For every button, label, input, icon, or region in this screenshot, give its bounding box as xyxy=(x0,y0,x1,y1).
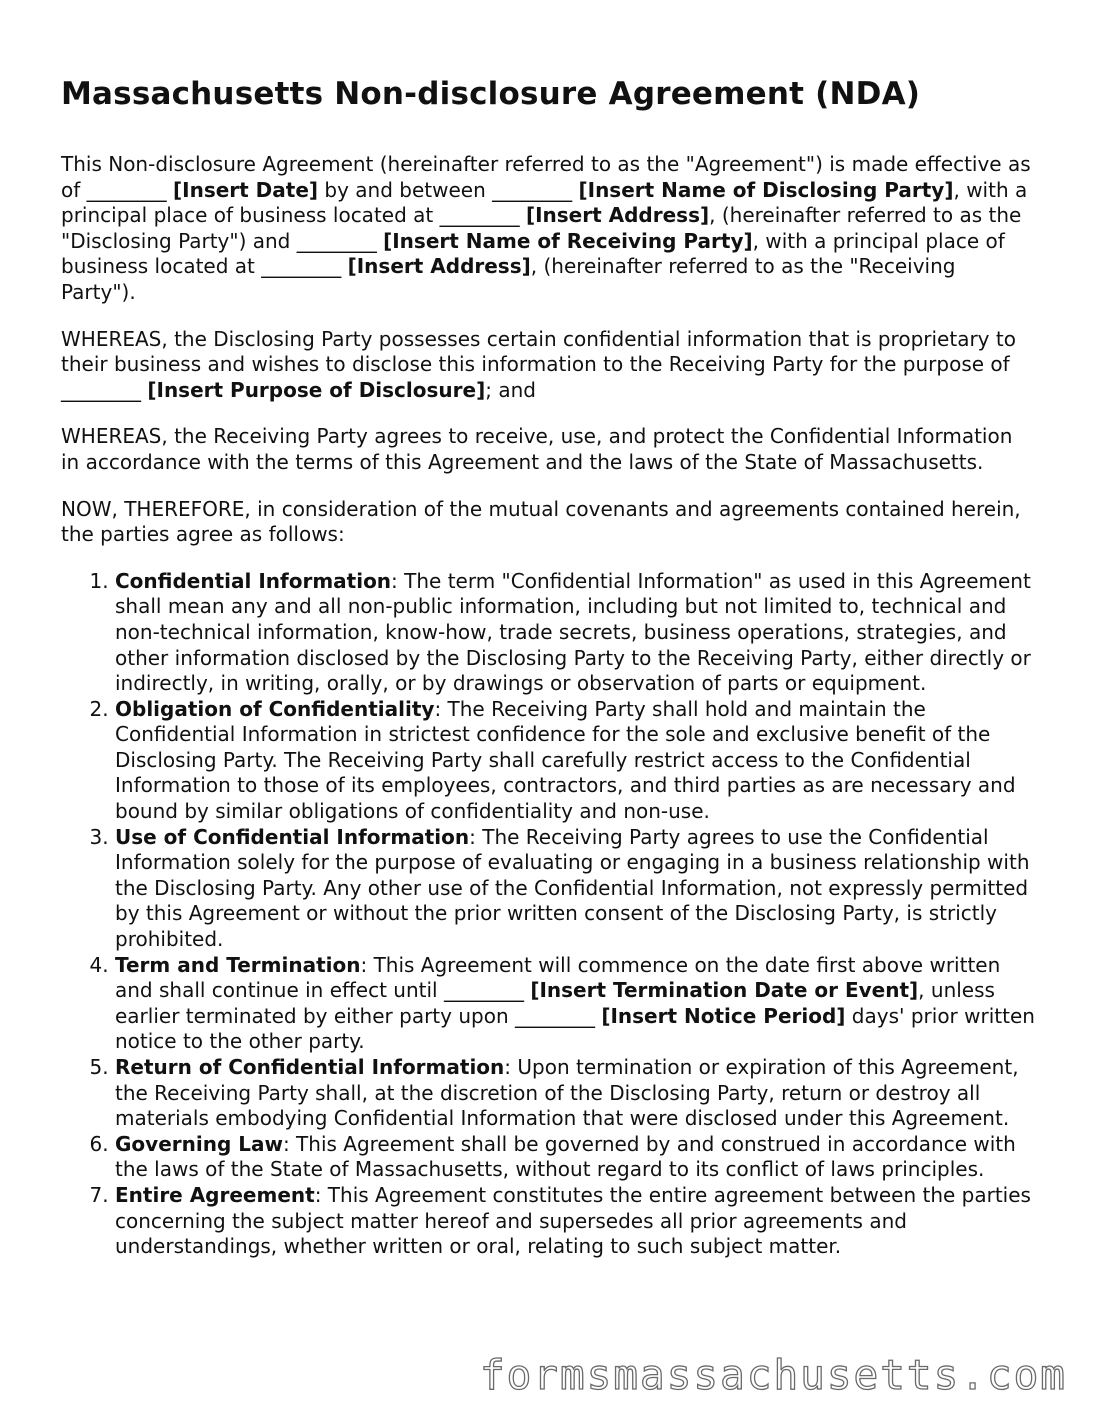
intro-text-3: , with a principal place of business located at ________ xyxy=(61,177,1028,228)
clause-item xyxy=(115,1132,1036,1183)
clause-text: days' prior written notice to the other party. xyxy=(115,1003,1035,1054)
clause-item xyxy=(115,697,1036,825)
clause-item xyxy=(115,569,1036,697)
clause-text: : The Receiving Party agrees to use the Confidential Information solely for the purpose of evaluating or engaging in a business relationship with the Disclosing Party. Any other use of the Confidential Information, not expressly permitted by this Agreement or without the prior written consent of the Disclosing Party, is strictly prohibited. xyxy=(115,824,1030,952)
clause-heading: Confidential Information xyxy=(115,568,392,593)
clause-text: : This Agreement shall be governed by and construed in accordance with the laws of the State of Massachusetts, without regard to its conflict of laws principles. xyxy=(115,1131,1016,1182)
clause-text: , unless earlier terminated by either party upon ________ xyxy=(115,978,995,1028)
intro-paragraph xyxy=(61,152,1036,306)
clause-item xyxy=(115,825,1036,953)
now-therefore-paragraph: NOW, THEREFORE, in consideration of the mutual covenants and agreements contained herein, the parties agree as follows: xyxy=(61,496,1021,547)
placeholder-notice-period: [Insert Notice Period] xyxy=(601,1003,846,1028)
clause-item xyxy=(115,1183,1036,1260)
intro-text-4: , (hereinafter referred to as the "Disclosing Party") and ________ xyxy=(61,203,1022,253)
clause-heading: Entire Agreement xyxy=(115,1182,315,1207)
placeholder-disclosing-party-name: [Insert Name of Disclosing Party] xyxy=(578,177,954,202)
document-title: Massachusetts Non-disclosure Agreement (NDA) xyxy=(61,76,921,112)
clause-heading: Term and Termination xyxy=(115,952,361,977)
site-watermark: formsmassachusetts.com xyxy=(479,1351,1067,1399)
placeholder-termination-date: [Insert Termination Date or Event] xyxy=(530,978,919,1003)
clause-heading: Return of Confidential Information xyxy=(115,1055,505,1079)
clause-heading: Obligation of Confidentiality xyxy=(115,696,435,721)
whereas1-text-2: ; and xyxy=(485,377,536,402)
intro-text-5: , with a principal place of business located at ________ xyxy=(61,228,1005,279)
placeholder-purpose: [Insert Purpose of Disclosure] xyxy=(147,377,486,402)
clause-item xyxy=(115,953,1036,1055)
document-page xyxy=(61,74,1036,1260)
clause-text: : This Agreement constitutes the entire agreement between the parties concerning the subject matter hereof and supersedes all prior agreements and understandings, whether written or oral, relating to such subject matter. xyxy=(115,1182,1031,1259)
clause-text: : The term "Confidential Information" as used in this Agreement shall mean any and all non-public information, including but not limited to, technical and non-technical information, know-how, trade secrets, business operations, strategies, and other information disclosed by the Disclosing Party to the Receiving Party, either directly or indirectly, in writing, orally, or by drawings or observation of parts or equipment. xyxy=(115,568,1031,696)
placeholder-receiving-address: [Insert Address] xyxy=(347,254,531,279)
clause-text: : The Receiving Party shall hold and maintain the Confidential Information in strictest confidence for the sole and exclusive benefit of the Disclosing Party. The Receiving Party shall carefully restrict access to the Confidential Information to those of its employees, contractors, and third parties as are necessary and bound by similar obligations of confidentiality and non-use. xyxy=(115,696,1016,824)
clause-text: : Upon termination or expiration of this Agreement, the Receiving Party shall, at the discretion of the Disclosing Party, return or destroy all materials embodying Confidential Information that were disclosed under this Agreement. xyxy=(115,1055,1019,1131)
clause-text: : This Agreement will commence on the date first above written and shall continue in effect until ________ xyxy=(115,952,1001,1003)
intro-text-6: , (hereinafter referred to as the "Receiving Party"). xyxy=(61,254,956,304)
whereas-paragraph-2: WHEREAS, the Receiving Party agrees to receive, use, and protect the Confidential Information in accordance with the terms of this Agreement and the laws of the State of Massachusetts. xyxy=(61,424,1013,474)
placeholder-disclosing-address: [Insert Address] xyxy=(525,203,710,228)
whereas1-text-1: WHEREAS, the Disclosing Party possesses certain confidential information that is proprietary to their business and wishes to disclose this information to the Receiving Party for the purpose of ________ xyxy=(61,326,1016,402)
clause-heading: Governing Law xyxy=(115,1131,283,1156)
placeholder-date: [Insert Date] xyxy=(173,177,319,202)
whereas-paragraph-1 xyxy=(61,327,1036,404)
clause-heading: Use of Confidential Information xyxy=(115,824,470,849)
intro-text-1: This Non-disclosure Agreement (hereinafter referred to as the "Agreement") is made effective as of ________ xyxy=(61,152,1031,202)
clause-item xyxy=(115,1055,1036,1132)
intro-text-2: by and between ________ xyxy=(318,177,579,202)
placeholder-receiving-party-name: [Insert Name of Receiving Party] xyxy=(383,228,753,253)
clause-list xyxy=(61,569,1036,1260)
